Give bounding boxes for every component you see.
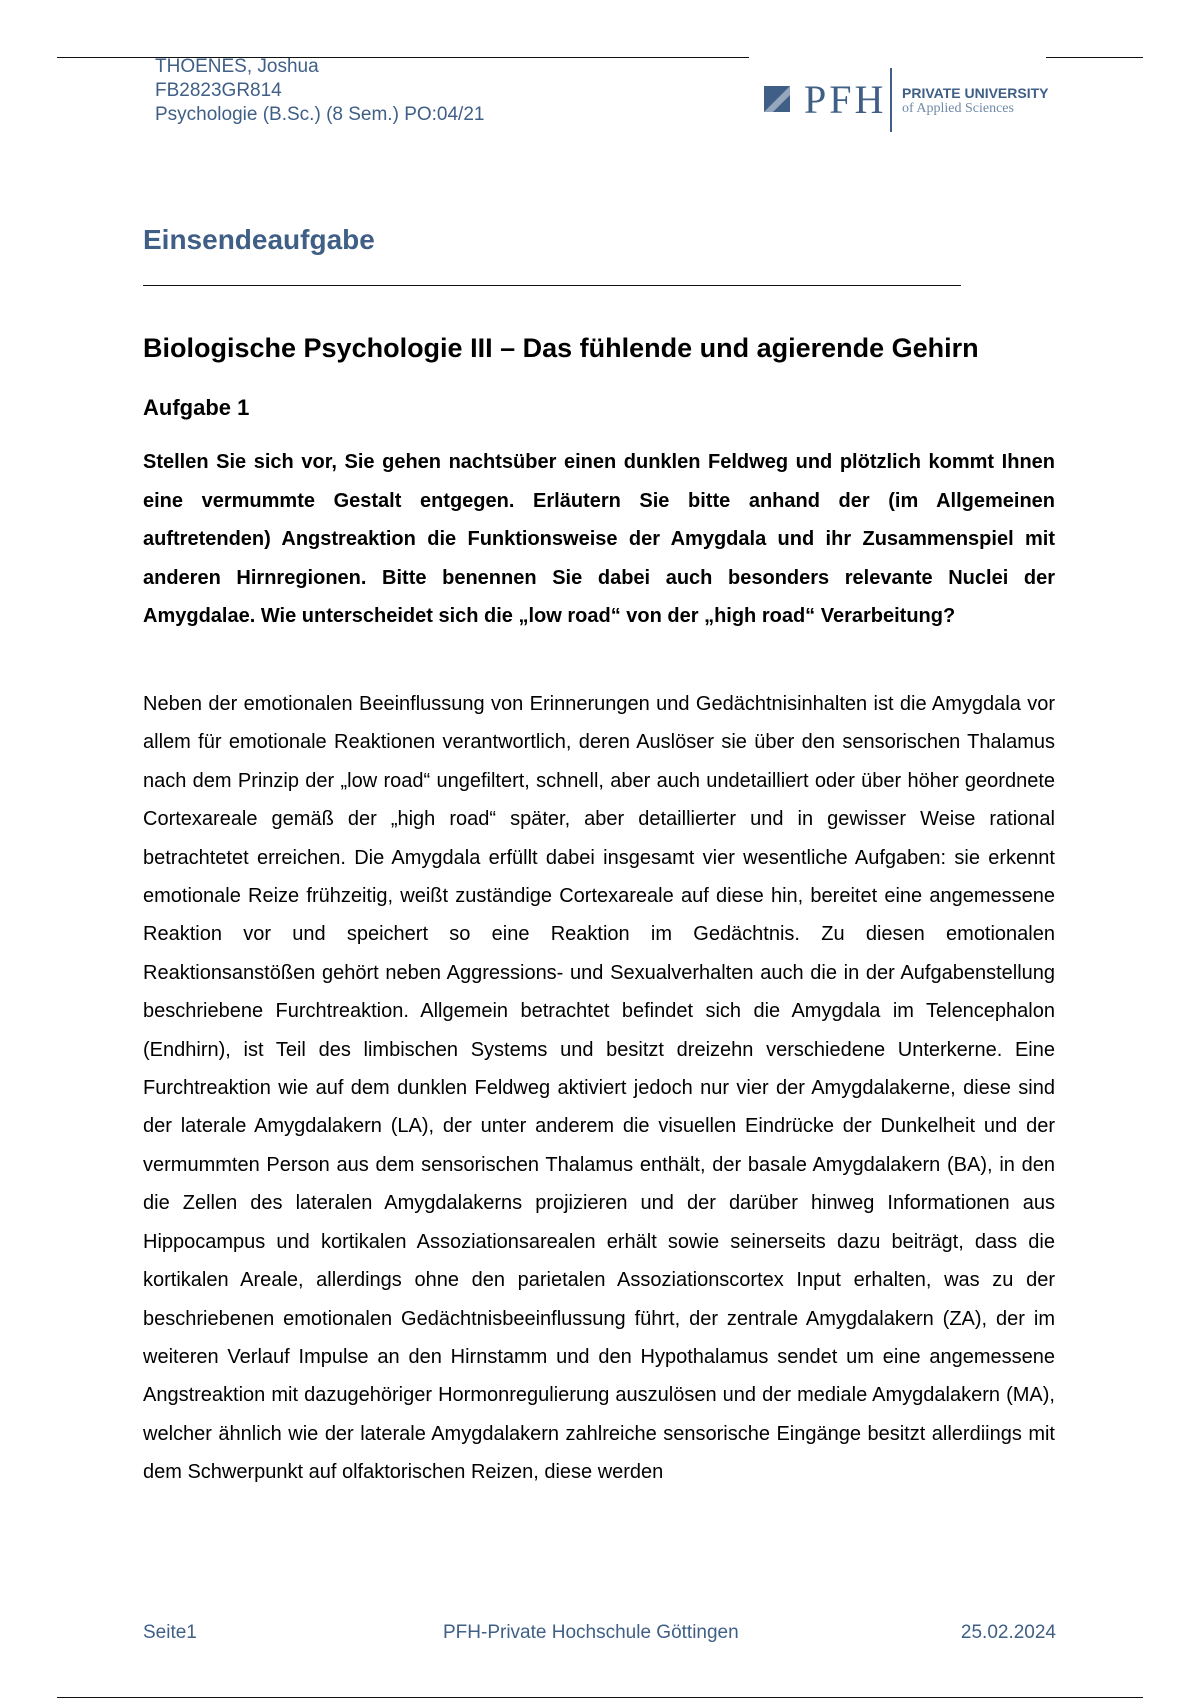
task-heading: Aufgabe 1 xyxy=(143,395,250,420)
pfh-logo xyxy=(764,68,1064,134)
title-rule xyxy=(143,285,961,286)
logo-divider xyxy=(890,68,892,132)
document-type: Einsendeaufgabe xyxy=(143,224,375,255)
footer-date: 25.02.2024 xyxy=(960,1622,1056,1643)
header-rule-right xyxy=(1046,57,1143,58)
logo-line-2: of Applied Sciences xyxy=(902,101,1014,116)
study-program: Psychologie (B.Sc.) (8 Sem.) PO:04/21 xyxy=(155,104,485,125)
task-question: Stellen Sie sich vor, Sie gehen nachtsüber einen dunklen Feldweg und plötzlich kommt Ihnen eine vermummte Gestalt entgegen. Erläutern Sie bitte anhand der (im Allgemeinen auftretenden) Angstreaktion die Funktionsweise der Amygdala und ihr Zusammenspiel mit anderen Hirnregionen. Bitte benennen Sie dabei auch besonders relevante Nuclei der Amygdalae. Wie unterscheidet sich die „low road“ von der „high road“ Verarbeitung? xyxy=(143,451,1055,627)
footer-rule xyxy=(57,1697,1143,1698)
footer-page: Seite1 xyxy=(143,1622,197,1643)
course-title: Biologische Psychologie III – Das fühlende und agierende Gehirn xyxy=(143,333,979,363)
pfh-logo-mark-icon xyxy=(764,86,790,112)
footer-institution: PFH-Private Hochschule Göttingen xyxy=(443,1622,739,1643)
student-id: FB2823GR814 xyxy=(155,80,282,101)
logo-line-1: PRIVATE UNIVERSITY xyxy=(902,85,1049,101)
logo-brand: PFH xyxy=(804,77,887,122)
answer-text: Neben der emotionalen Beeinflussung von Erinnerungen und Gedächtnisinhalten ist die Amygdala vor allem für emotionale Reaktionen verantwortlich, deren Auslöser sie über den sensorischen Thalamus nach dem Prinzip der „low road“ ungefiltert, schnell, aber auch undetailliert oder über höher geordnete Cortexareale gemäß der „high road“ später, aber detaillierter und in gewisser Weise rational betrachtetet erreichen. Die Amygdala erfüllt dabei insgesamt vier wesentliche Aufgaben: sie erkennt emotionale Reize frühzeitig, weißt zuständige Cortexareale auf diese hin, bereitet eine angemessene Reaktion vor und speichert so eine Reaktion im Gedächtnis. Zu diesen emotionalen Reaktionsanstößen gehört neben Aggressions- und Sexualverhalten auch die in der Aufgabenstellung beschriebene Furchtreaktion. Allgemein betrachtet befindet sich die Amygdala im Telencephalon (Endhirn), ist Teil des limbischen Systems und besitzt dreizehn verschiedene Unterkerne. Eine Furchtreaktion wie auf dem dunklen Feldweg aktiviert jedoch nur vier der Amygdalakerne, diese sind der laterale Amygdalakern (LA), der unter anderem die visuellen Eindrücke der Dunkelheit und der vermummten Person aus dem sensorischen Thalamus enthält, der basale Amygdalakern (BA), in den die Zellen des lateralen Amygdalakerns projizieren und der darüber hinweg Informationen aus Hippocampus und kortikalen Assoziationsarealen erhält sowie seinerseits dazu beiträgt, dass die kortikalen Areale, allerdings ohne den parietalen Assoziationscortex Input erhalten, was zu der beschriebenen emotionalen Gedächtnisbeeinflussung führt, der zentrale Amygdalakern (ZA), der im weiteren Verlauf Impulse an den Hirnstamm und den Hypothalamus sendet um eine angemessene Angstreaktion mit dazugehöriger Hormonregulierung auszulösen und der mediale Amygdalakern (MA), welcher ähnlich wie der laterale Amygdalakern zahlreiche sensorische Eingänge besitzt allerdiings mit dem Schwerpunkt auf olfaktorischen Reizen, diese werden xyxy=(143,693,1055,1484)
student-info xyxy=(155,55,484,127)
student-name: THOENES, Joshua xyxy=(155,56,319,77)
